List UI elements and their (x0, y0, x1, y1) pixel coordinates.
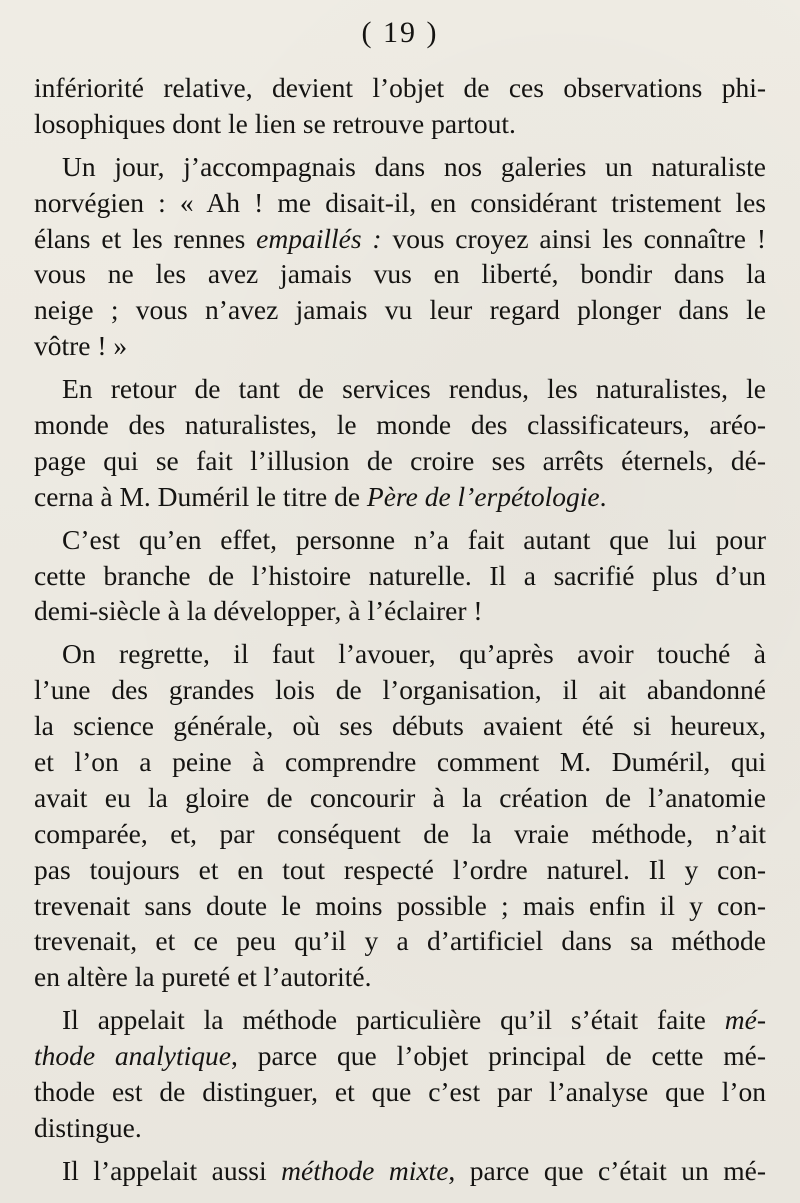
text-run: , parce que l’objet principal de cette mé- (231, 1040, 766, 1072)
text-run: norvégien : « Ah ! me disait-il, en considérant tristement les (34, 186, 766, 218)
text-run: en altère la pureté et l’autorité. (34, 961, 372, 993)
text-line (34, 780, 766, 816)
text-line (34, 1002, 766, 1038)
page-number: ( 19 ) (361, 16, 439, 49)
text-run: Il l’appelait aussi (62, 1154, 282, 1186)
italic-text: méthode mixte (281, 1154, 449, 1186)
text-line (34, 959, 766, 995)
text-line (34, 70, 766, 106)
text-run: monde des naturalistes, le monde des classificateurs, aréo- (34, 409, 766, 441)
text-run: infériorité relative, devient l’objet de ces observations phi- (34, 72, 766, 103)
text-line (34, 816, 766, 852)
text-run: Un jour, j’accompagnais dans nos galeries un naturaliste (62, 150, 766, 182)
text-run: élans et les rennes (34, 222, 257, 254)
text-run: page qui se fait l’illusion de croire ses arrêts éternels, dé- (34, 444, 766, 476)
text-run: vous ne les avez jamais vus en liberté, bondir dans la (34, 258, 766, 290)
text-run: l’une des grandes lois de l’organisation, il ait abandonné (34, 674, 766, 706)
text-run: comparée, et, par conséquent de la vraie méthode, n’ait (34, 817, 766, 849)
text-line (34, 443, 766, 479)
text-run: C’est qu’en effet, personne n’a fait autant que lui pour (62, 523, 766, 555)
text-line (34, 479, 766, 515)
body-text (34, 70, 766, 1196)
text-line (34, 888, 766, 924)
text-run: On regrette, il faut l’avouer, qu’après avoir touché à (62, 638, 766, 670)
paragraph (34, 522, 766, 630)
text-run: vôtre ! » (34, 330, 128, 362)
text-line (34, 185, 766, 221)
text-line (34, 708, 766, 744)
text-run: cerna à M. Duméril le titre de (34, 480, 367, 512)
paragraph (34, 371, 766, 515)
text-line (34, 106, 766, 142)
paragraph (34, 1153, 766, 1189)
text-run: cette branche de l’histoire naturelle. Il a sacrifié plus d’un (34, 559, 766, 591)
text-run: vous croyez ainsi les connaître ! (381, 222, 766, 254)
paragraph (34, 1002, 766, 1146)
text-run: , parce que c’était un mé- (448, 1154, 767, 1186)
italic-text: thode analytique (34, 1040, 231, 1072)
text-line (34, 672, 766, 708)
text-line (34, 221, 766, 257)
text-line (34, 852, 766, 888)
text-line (34, 328, 766, 364)
text-line (34, 636, 766, 672)
text-line (34, 923, 766, 959)
text-run: En retour de tant de services rendus, les naturalistes, le (62, 373, 766, 405)
text-line (34, 744, 766, 780)
text-line (34, 593, 766, 629)
text-line (34, 292, 766, 328)
text-line (34, 149, 766, 185)
text-line (34, 1110, 766, 1146)
text-line (34, 407, 766, 443)
text-run: losophiques dont le lien se retrouve partout. (34, 107, 516, 139)
text-line (34, 522, 766, 558)
paragraph (34, 70, 766, 142)
text-line (34, 1038, 766, 1074)
text-run: avait eu la gloire de concourir à la création de l’anatomie (34, 781, 766, 813)
text-run: . (599, 480, 607, 512)
text-run: Il appelait la méthode particulière qu’il s’était faite (62, 1004, 725, 1036)
text-line (34, 558, 766, 594)
text-run: trevenait sans doute le moins possible ; mais enfin il y con- (34, 889, 766, 921)
text-line (34, 256, 766, 292)
text-run: trevenait, et ce peu qu’il y a d’artificiel dans sa méthode (34, 925, 766, 957)
text-run: neige ; vous n’avez jamais vu leur regard plonger dans le (34, 294, 766, 326)
text-run: la science générale, où ses débuts avaient été si heureux, (34, 710, 766, 742)
text-run: demi-siècle à la développer, à l’éclairer ! (34, 595, 483, 627)
paragraph (34, 636, 766, 995)
text-run: et l’on a peine à comprendre comment M. Duméril, qui (34, 746, 766, 778)
text-run: pas toujours et en tout respecté l’ordre naturel. Il y con- (34, 853, 766, 885)
italic-text: mé- (724, 1004, 766, 1036)
text-line (34, 371, 766, 407)
paragraph (34, 149, 766, 364)
text-line (34, 1153, 766, 1189)
text-run: distingue. (34, 1111, 142, 1143)
italic-text: Père de l’erpétologie (366, 480, 600, 512)
text-run: thode est de distinguer, et que c’est par l’analyse que l’on (34, 1076, 766, 1108)
text-line (34, 1074, 766, 1110)
italic-text: empaillés : (256, 222, 382, 254)
